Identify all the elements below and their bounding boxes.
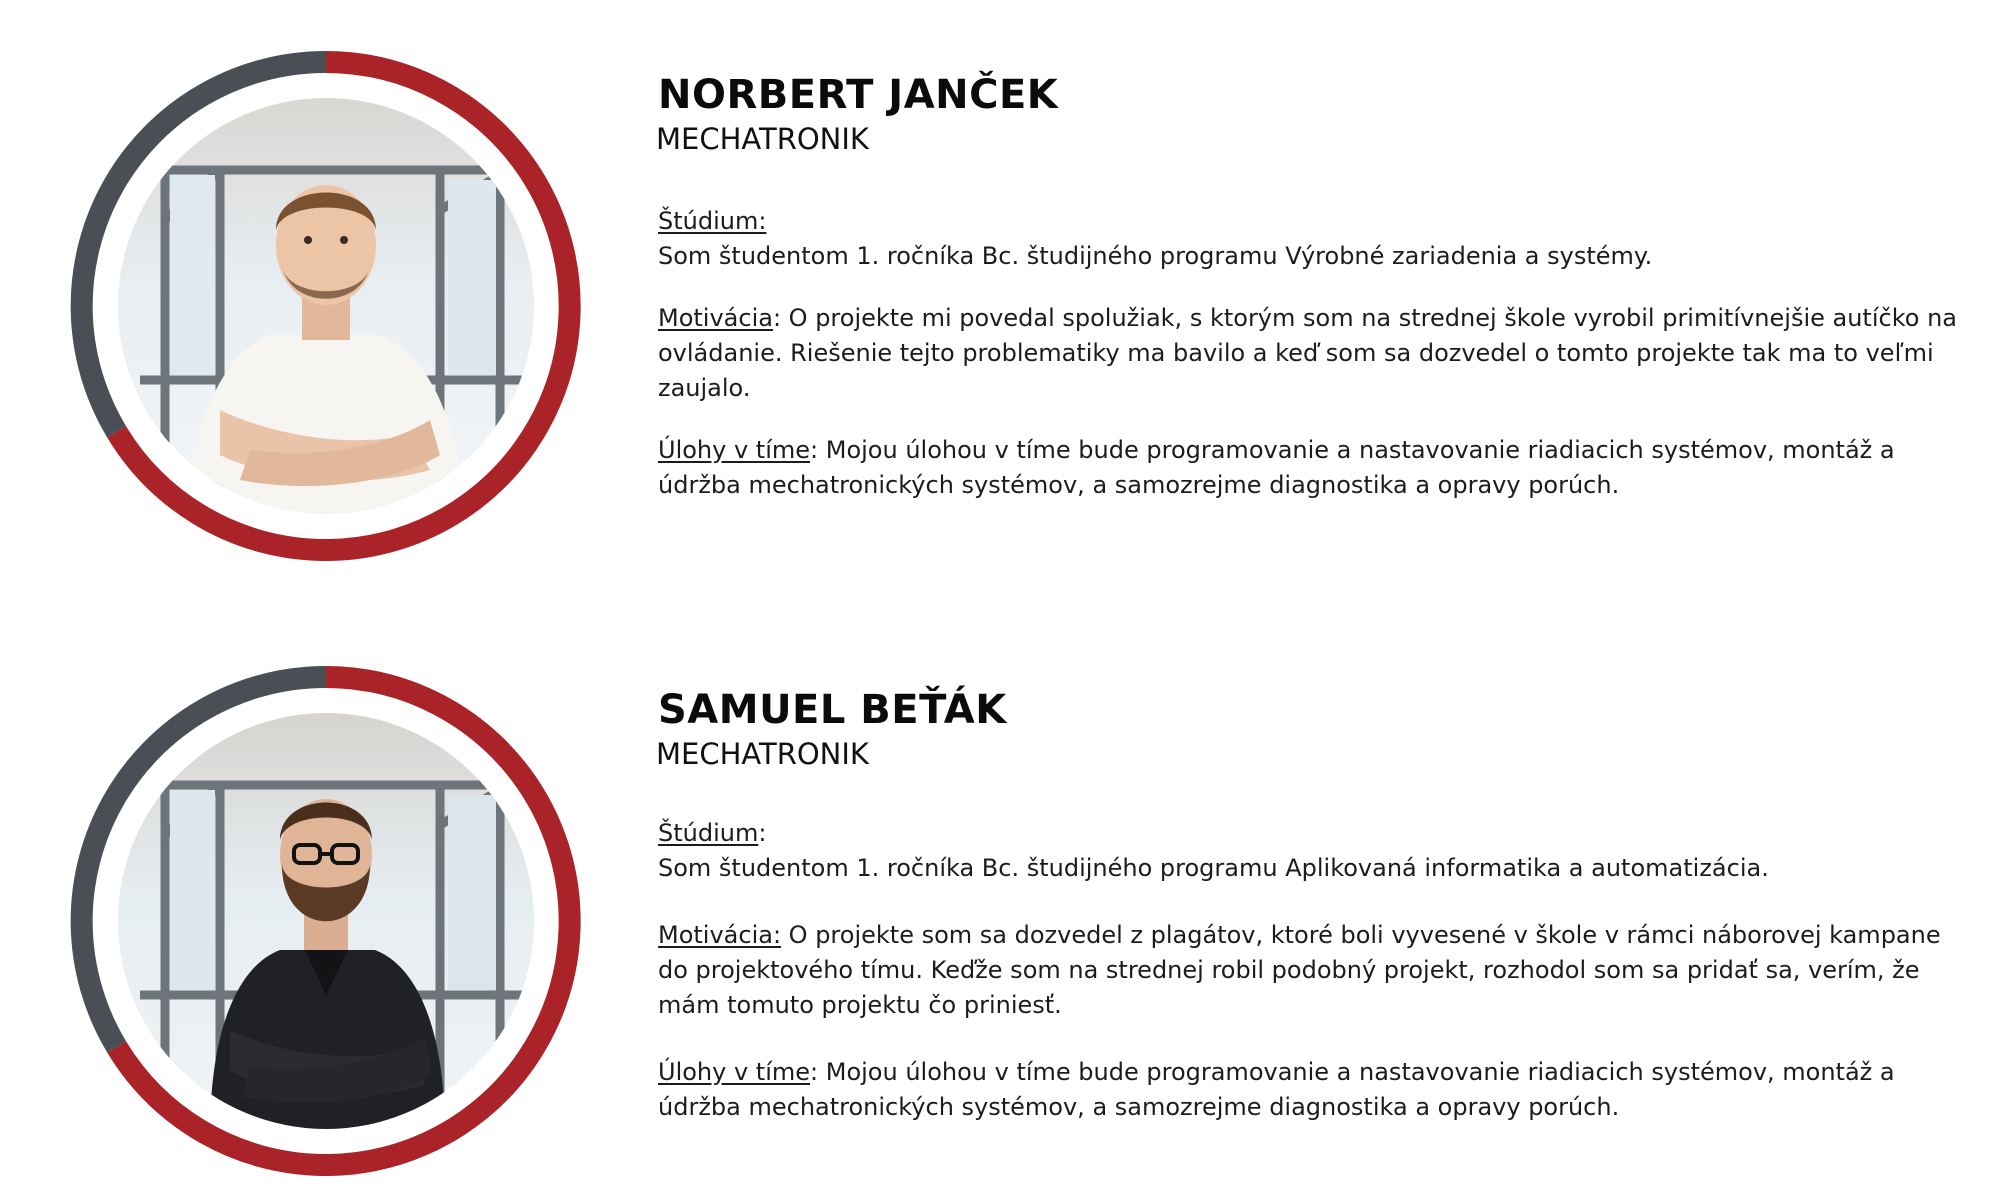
motivation-text: : O projekte mi povedal spolužiak, s ktorým som na strednej škole vyrobil primitívnejšie autíčko na ovládanie. Riešenie tejto problematiky ma bavilo a keď som sa dozvedel o tomto projekte tak ma to veľmi zaujalo. xyxy=(658,304,1957,402)
portrait-ring xyxy=(70,50,582,562)
tasks-section xyxy=(658,1055,1958,1125)
study-text: : Som študentom 1. ročníka Bc. študijného programu Aplikovaná informatika a automatizácia. xyxy=(658,819,1769,882)
member-name: SAMUEL BEŤÁK xyxy=(658,687,1007,733)
member-info xyxy=(658,687,1958,1125)
motivation-section xyxy=(658,301,1958,406)
team-member-card xyxy=(0,615,2000,1175)
member-info xyxy=(658,72,1958,503)
motivation-text: O projekte som sa dozvedel z plagátov, ktoré boli vyvesené v škole v rámci náborovej kampane do projektového tímu. Keďže som na strednej robil podobný projekt, rozhodol som sa pridať sa, verím, že mám tomuto projektu čo priniesť. xyxy=(658,921,1941,1019)
member-name: NORBERT JANČEK xyxy=(658,72,1059,118)
member-role: MECHATRONIK xyxy=(656,737,869,771)
tasks-label: Úlohy v tíme xyxy=(658,1058,811,1086)
person-photo-icon xyxy=(110,705,542,1137)
tasks-text: : Mojou úlohou v tíme bude programovanie a nastavovanie riadiacich systémov, montáž a údržba mechatronických systémov, a samozrejme diagnostika a opravy porúch. xyxy=(658,436,1895,499)
tasks-text: : Mojou úlohou v tíme bude programovanie a nastavovanie riadiacich systémov, montáž a údržba mechatronických systémov, a samozrejme diagnostika a opravy porúch. xyxy=(658,1058,1895,1121)
portrait-ring xyxy=(70,665,582,1177)
study-section xyxy=(658,816,1958,886)
study-label: Štúdium: xyxy=(658,207,767,235)
person-photo-icon xyxy=(110,90,542,522)
motivation-section xyxy=(658,918,1958,1023)
study-text: Som študentom 1. ročníka Bc. študijného programu Výrobné zariadenia a systémy. xyxy=(658,242,1653,270)
motivation-label: Motivácia xyxy=(658,304,773,332)
tasks-section xyxy=(658,433,1958,503)
tasks-label: Úlohy v tíme xyxy=(658,436,811,464)
member-role: MECHATRONIK xyxy=(656,122,869,156)
study-section xyxy=(658,204,1958,274)
motivation-label: Motivácia: xyxy=(658,921,782,949)
team-member-card xyxy=(0,0,2000,560)
study-label: Štúdium xyxy=(658,819,759,847)
